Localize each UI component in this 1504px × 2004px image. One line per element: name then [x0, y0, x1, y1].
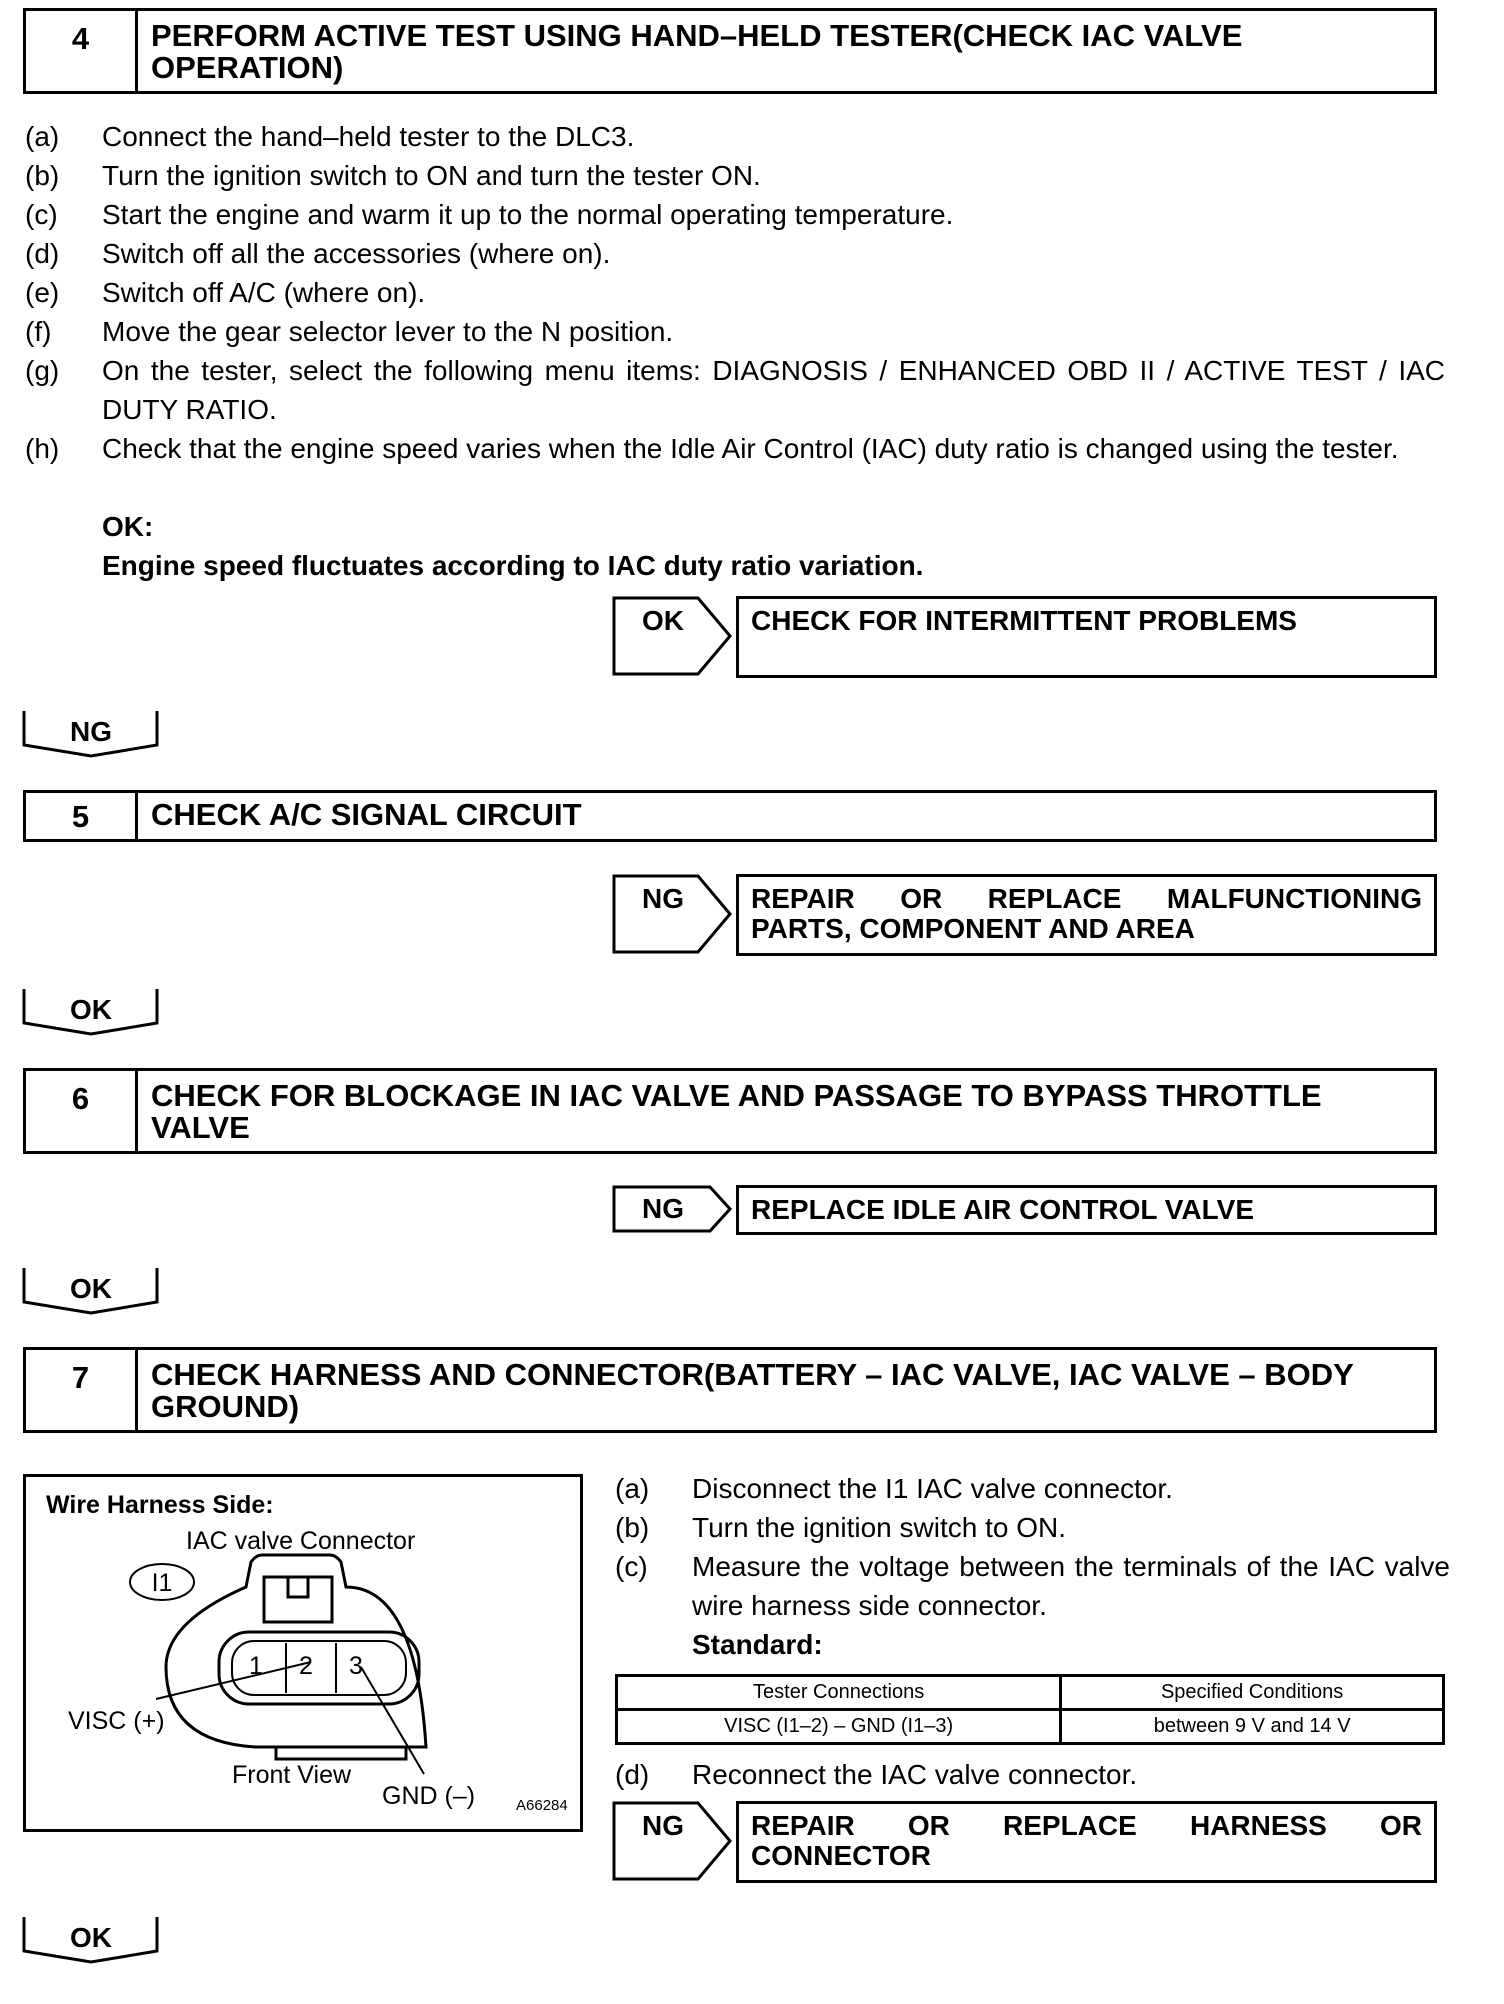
pin-label: 3 — [349, 1652, 363, 1680]
item-label: (c) — [615, 1551, 648, 1582]
item-label: (e) — [25, 277, 60, 308]
item-text: Turn the ignition switch to ON. — [692, 1512, 1067, 1543]
result-action-text: REPLACE IDLE AIR CONTROL VALVE — [751, 1194, 1254, 1225]
step-number: 6 — [26, 1071, 138, 1151]
result-action-word: MALFUNCTIONING — [1166, 883, 1422, 914]
flow-tag: OK — [70, 994, 112, 1025]
flow-tag: OK — [70, 1922, 112, 1953]
result-action-line: PARTS, COMPONENT AND AREA — [751, 913, 1195, 944]
result-tag: OK — [642, 605, 684, 636]
figure-code: A66284 — [516, 1797, 568, 1814]
connector-id: I1 — [151, 1569, 173, 1597]
step-title-line: OPERATION) — [151, 50, 344, 85]
view-label: Front View — [232, 1761, 352, 1789]
step-title-line: VALVE — [151, 1110, 250, 1145]
step-title-line: PERFORM ACTIVE TEST USING HAND–HELD TESTER(CHECK IAC VALVE — [151, 18, 1243, 53]
result-action-box — [736, 596, 1437, 678]
item-text: Reconnect the IAC valve connector. — [692, 1759, 1138, 1790]
result-action-text: CHECK FOR INTERMITTENT PROBLEMS — [751, 605, 1297, 636]
step-number: 4 — [26, 11, 138, 91]
step-title — [138, 1350, 1434, 1430]
flow-tag: OK — [70, 1273, 112, 1304]
step-title-line: GROUND) — [151, 1389, 300, 1424]
step-4-header — [23, 8, 1437, 94]
item-text: Switch off all the accessories (where on). — [102, 238, 611, 269]
connector-label: IAC valve Connector — [186, 1527, 416, 1555]
item-label: (c) — [25, 199, 58, 230]
table-cell: between 9 V and 14 V — [1061, 1710, 1444, 1744]
table-cell: VISC (I1–2) – GND (I1–3) — [617, 1710, 1061, 1744]
step-title-line: CHECK FOR BLOCKAGE IN IAC VALVE AND PASSAGE TO BYPASS THROTTLE — [151, 1078, 1322, 1113]
result-action-word: OR — [907, 1810, 950, 1841]
table-header: Specified Conditions — [1061, 1676, 1444, 1710]
item-label: (b) — [615, 1512, 650, 1543]
ok-criteria-label: OK: — [102, 511, 154, 542]
visc-label: VISC (+) — [68, 1707, 165, 1735]
step-title — [138, 1071, 1434, 1151]
connector-figure — [23, 1474, 583, 1832]
item-label: (d) — [25, 238, 60, 269]
step-7-header — [23, 1347, 1437, 1433]
flow-tag: NG — [70, 716, 112, 747]
item-text: Check that the engine speed varies when the Idle Air Control (IAC) duty ratio is changed using the tester. — [102, 433, 1399, 464]
item-text: Switch off A/C (where on). — [102, 277, 426, 308]
result-action-box — [736, 1801, 1437, 1883]
item-text: Disconnect the I1 IAC valve connector. — [692, 1473, 1173, 1504]
item-text: Connect the hand–held tester to the DLC3. — [102, 121, 635, 152]
item-label: (b) — [25, 160, 60, 191]
result-action-word: REPLACE — [1003, 1810, 1137, 1841]
step-6-header — [23, 1068, 1437, 1154]
item-label: (a) — [615, 1473, 650, 1504]
step-title-line: CHECK HARNESS AND CONNECTOR(BATTERY – IAC VALVE, IAC VALVE – BODY — [151, 1357, 1354, 1392]
table-header-row — [617, 1676, 1444, 1710]
result-action-word: REPAIR — [751, 1810, 855, 1841]
table-header: Tester Connections — [617, 1676, 1061, 1710]
item-label: (d) — [615, 1759, 650, 1790]
result-action-line — [751, 1811, 1422, 1841]
item-text: Measure the voltage between the terminals of the IAC valve wire harness side connector. — [692, 1551, 1450, 1621]
spec-table — [615, 1674, 1445, 1745]
result-action-word: REPLACE — [987, 883, 1122, 914]
result-action-word: HARNESS — [1189, 1810, 1327, 1841]
step-5-header — [23, 790, 1437, 842]
result-tag: NG — [642, 883, 684, 914]
result-tag: NG — [642, 1810, 684, 1841]
item-text: Move the gear selector lever to the N position. — [102, 316, 674, 347]
item-text: Turn the ignition switch to ON and turn the tester ON. — [102, 160, 761, 191]
result-action-line — [751, 884, 1422, 914]
step-title — [138, 11, 1434, 91]
step-title: CHECK A/C SIGNAL CIRCUIT — [151, 797, 582, 832]
item-label: (g) — [25, 355, 60, 386]
table-row — [617, 1710, 1444, 1744]
result-tag: NG — [642, 1193, 684, 1224]
item-text: On the tester, select the following menu items: DIAGNOSIS / ENHANCED OBD II / ACTIVE TEST / IAC DUTY RATIO. — [102, 355, 1445, 425]
result-action-line: CONNECTOR — [751, 1840, 931, 1871]
step-number: 5 — [26, 793, 138, 839]
result-action-word: OR — [1380, 1810, 1422, 1841]
gnd-label: GND (–) — [382, 1782, 476, 1810]
item-label: (f) — [25, 316, 52, 347]
result-action-box — [736, 1185, 1437, 1235]
ok-criteria-text: Engine speed fluctuates according to IAC duty ratio variation. — [102, 550, 924, 581]
item-label: (h) — [25, 433, 60, 464]
result-action-word: REPAIR — [751, 883, 855, 914]
result-action-word: OR — [900, 883, 943, 914]
figure-heading: Wire Harness Side: — [46, 1491, 274, 1519]
item-label: (a) — [25, 121, 60, 152]
result-action-box — [736, 874, 1437, 956]
pin-label: 2 — [299, 1652, 313, 1680]
step-number: 7 — [26, 1350, 138, 1430]
pin-label: 1 — [249, 1652, 263, 1680]
standard-label: Standard: — [692, 1629, 823, 1660]
item-text: Start the engine and warm it up to the normal operating temperature. — [102, 199, 954, 230]
